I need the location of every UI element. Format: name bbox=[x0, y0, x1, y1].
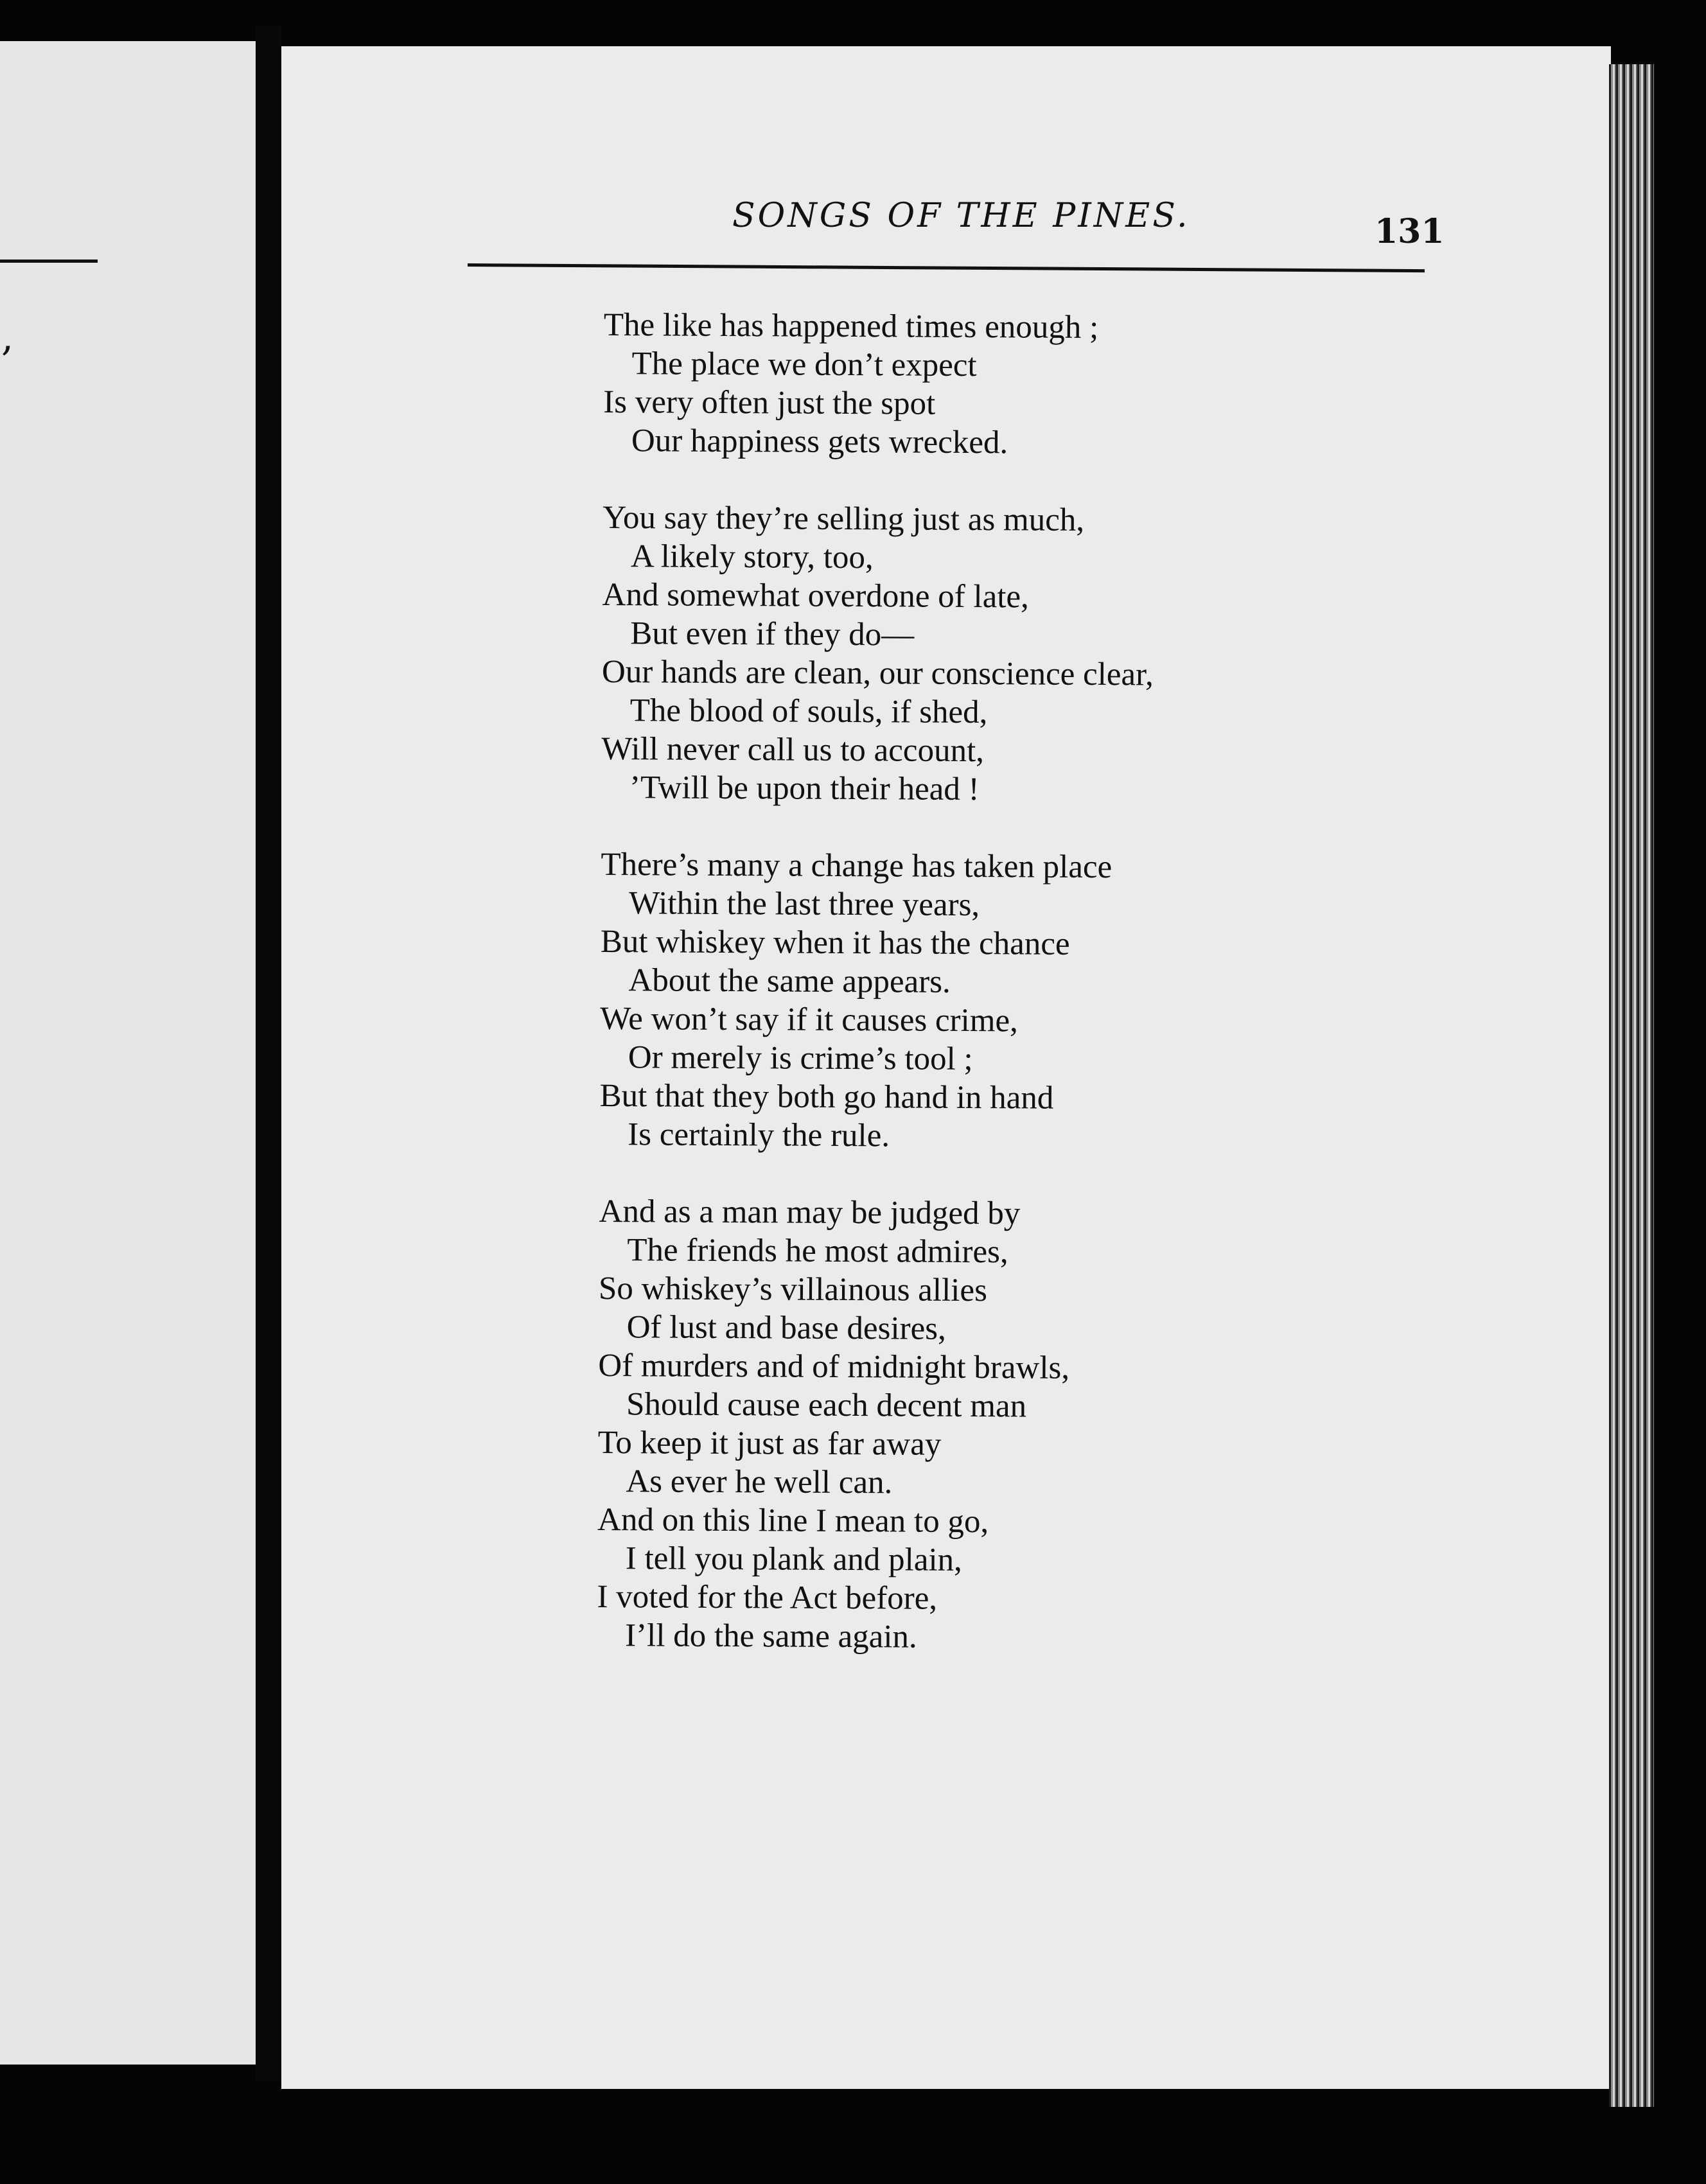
previous-page bbox=[0, 41, 256, 2065]
poem-line: But even if they do— bbox=[630, 615, 915, 653]
stanza bbox=[603, 306, 1375, 464]
poem-line: But that they both go hand in hand bbox=[599, 1077, 1054, 1116]
stanza bbox=[601, 498, 1373, 811]
running-title: SONGS OF THE PINES. bbox=[732, 197, 1190, 235]
poem-line: Should cause each decent man bbox=[626, 1386, 1027, 1425]
previous-page-rule bbox=[0, 260, 98, 263]
poem-line: ’Twill be upon their head ! bbox=[629, 770, 980, 808]
poem-line: Within the last three years, bbox=[628, 885, 980, 924]
poem-line: Is certainly the rule. bbox=[628, 1116, 890, 1154]
poem-line: But whiskey when it has the chance bbox=[600, 923, 1070, 962]
book-gutter bbox=[256, 26, 281, 2081]
poem-line: Is very often just the spot bbox=[603, 383, 936, 422]
poem-line: A likely story, too, bbox=[630, 538, 874, 576]
poem-line: As ever he well can. bbox=[626, 1463, 893, 1501]
page-edges bbox=[1609, 64, 1654, 2107]
poem-line: The blood of souls, if shed, bbox=[629, 692, 988, 731]
poem-line: The place we don’t expect bbox=[631, 346, 977, 384]
poem-line: Of lust and base desires, bbox=[626, 1309, 946, 1347]
poem-line: Of murders and of midnight brawls, bbox=[598, 1347, 1070, 1386]
stanza bbox=[599, 845, 1371, 1158]
poem-line: Our happiness gets wrecked. bbox=[631, 423, 1008, 461]
poem-line: There’s many a change has taken place bbox=[601, 846, 1112, 886]
poem-line: You say they’re selling just as much, bbox=[602, 499, 1085, 538]
poem-line: And as a man may be judged by bbox=[599, 1193, 1021, 1232]
poem-line: I’ll do the same again. bbox=[625, 1617, 917, 1655]
poem-line: So whiskey’s villainous allies bbox=[598, 1270, 988, 1309]
poem-line: And somewhat overdone of late, bbox=[602, 576, 1030, 615]
poem-line: I tell you plank and plain, bbox=[625, 1540, 962, 1578]
poem-line: The friends he most admires, bbox=[627, 1232, 1008, 1271]
poem-line: About the same appears. bbox=[628, 962, 951, 1000]
poem-line: Or merely is crime’s tool ; bbox=[628, 1039, 973, 1078]
poem-line: The like has happened times enough ; bbox=[603, 306, 1099, 346]
poem-line: And on this line I mean to go, bbox=[597, 1501, 989, 1540]
stanza bbox=[597, 1192, 1370, 1659]
poem-line: I voted for the Act before, bbox=[597, 1578, 938, 1617]
poem-body bbox=[597, 306, 1375, 1697]
poem-line: Will never call us to account, bbox=[601, 730, 985, 770]
page-number: 131 bbox=[1375, 212, 1445, 251]
poem-line: We won’t say if it causes crime, bbox=[600, 1000, 1019, 1039]
previous-page-mark: , bbox=[1, 315, 14, 360]
poem-line: To keep it just as far away bbox=[597, 1424, 942, 1463]
poem-line: Our hands are clean, our conscience clear, bbox=[601, 653, 1154, 693]
